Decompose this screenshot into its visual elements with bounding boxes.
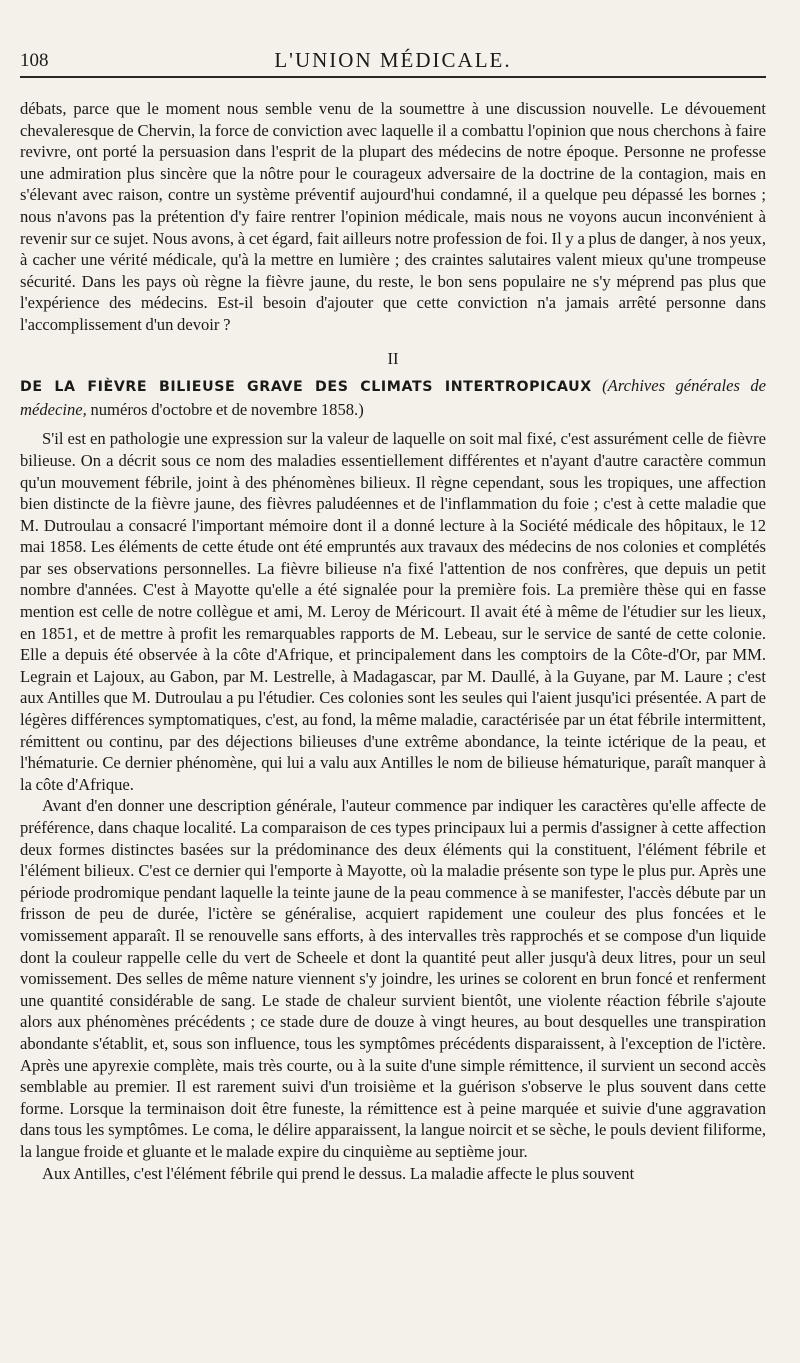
body-text (20, 98, 766, 1184)
paragraph-2: S'il est en pathologie une expression sur la valeur de laquelle on soit mal fixé, c'est assurément celle de fièvre bilieuse. On a décrit sous ce nom des maladies essentiellement différentes et n'ayant d'autre caractère commun qu'un mouvement fébrile, joint à des phénomènes bilieux. Il règne cependant, sous les tropiques, une affection bien distincte de la fièvre jaune, des fièvres paludéennes et de l'inflammation du foie ; c'est à cette maladie que M. Dutroulau a consacré l'important mémoire dont il a donné lecture à la Société médicale des hôpitaux, le 12 mai 1858. Les éléments de cette étude ont été empruntés aux travaux des médecins de nos colonies et complétés par ses observations personnelles. La fièvre bilieuse n'a fixé l'attention de nos confrères, que depuis un petit nombre d'années. C'est à Mayotte qu'elle a été signalée pour la première fois. La première thèse qui en fasse mention est celle de notre collègue et ami, M. Leroy de Méricourt. Il avait été à même de l'étudier sur les lieux, en 1851, et de mettre à profit les remarquables rapports de M. Lebeau, sur le service de santé de cette colonie. Elle a depuis été observée à la côte d'Afrique, et principalement dans les comptoirs de la Côte-d'Or, par MM. Legrain et Lajoux, au Gabon, par M. Lestrelle, à Madagascar, par M. Daullé, à la Guyane, par M. Laure ; c'est aux Antilles que M. Dutroulau a pu l'étudier. Ces colonies sont les seules qui l'aient jusqu'ici présentée. A part de légères différences symptomatiques, c'est, au fond, la même maladie, caractérisée par un état fébrile intermittent, rémittent ou continu, par des déjections bilieuses d'une extrême abondance, la teinte ictérique de la peau, et l'hématurie. Ce dernier phénomène, qui lui a valu aux Antilles le nom de bilieuse hématurique, paraît manquer à la côte d'Afrique. (20, 429, 766, 794)
section-number: II (387, 348, 399, 368)
section-heading-title: DE LA FIÈVRE BILIEUSE GRAVE DES CLIMATS INTERTROPICAUX (20, 379, 592, 396)
section-heading (20, 375, 766, 420)
paragraph-1: débats, parce que le moment nous semble venu de la soumettre à une discussion nouvelle. Le dévouement chevaleresque de Chervin, la force de conviction avec laquelle il a combattu l'opinion que nous cherchons à faire revivre, ont porté la persuasion dans l'esprit de la plupart des médecins de notre époque. Personne ne professe une admiration plus sincère que la nôtre pour le courageux adversaire de la doctrine de la contagion, mais en s'élevant avec raison, contre un système préventif aujourd'hui condamné, il a quelque peu dépassé les bornes ; nous n'avons pas la prétention d'y faire rentrer l'opinion médicale, mais nous ne voyons aucun inconvénient à revenir sur ce sujet. Nous avons, à cet égard, fait ailleurs notre profession de foi. Il y a plus de danger, à nos yeux, à cacher une vérité médicale, qu'à la mettre en lumière ; des craintes salutaires valent mieux qu'une trompeuse sécurité. Dans les pays où règne la fièvre jaune, du reste, le bon sens populaire ne s'y méprend pas plus que l'expérience des médecins. Est-il besoin d'ajouter que cette conviction n'a jamais arrêté personne dans l'accomplissement d'un devoir ? (20, 99, 766, 334)
page-number: 108 (20, 50, 49, 71)
running-title: L'UNION MÉDICALE. (274, 48, 512, 72)
header-rule (20, 76, 766, 78)
paragraph-4: Aux Antilles, c'est l'élément fébrile qui prend le dessus. La maladie affecte le plus souvent (42, 1163, 635, 1183)
page-header (20, 48, 766, 78)
section-heading-source: (Archives générales de médecine, (20, 376, 766, 419)
paragraph-3: Avant d'en donner une description générale, l'auteur commence par indiquer les caractères qu'elle affecte de préférence, dans chaque localité. La comparaison de ces types principaux lui a permis d'assigner à cette affection deux formes distinctes basées sur la prédominance des deux éléments qui la constituent, l'élément fébrile et l'élément bilieux. C'est ce dernier qui l'emporte à Mayotte, où la maladie présente son type le plus pur. Après une période prodromique pendant laquelle la teinte jaune de la peau commence à se manifester, l'accès débute par un frisson de peu de durée, l'ictère se généralise, acquiert rapidement une couleur des plus foncées et le vomissement apparaît. Il se renouvelle sans efforts, à des intervalles très rapprochés et se compose d'un liquide dont la couleur rappelle celle du vert de Scheele et dont la quantité peut aller jusqu'à deux litres, pour un seul vomissement. Des selles de même nature viennent s'y joindre, les urines se colorent en brun foncé et renferment une quantité considérable de sang. Le stade de chaleur survient bientôt, une violente réaction fébrile s'ajoute alors aux phénomènes précédents ; ce stade dure de douze à vingt heures, au bout desquelles une transpiration abondante s'établit, et, sous son influence, tous les symptômes précédents disparaissent, à l'exception de l'ictère. Après une apyrexie complète, mais très courte, ou à la suite d'une simple rémittence, il survient un second accès semblable au premier. Il est rarement suivi d'un troisième et la guérison s'observe le plus souvent dans cette forme. Lorsque la terminaison doit être funeste, la rémittence est à peine marquée et suivie d'une aggravation dans tous les symptômes. Le coma, le délire apparaissent, la langue noircit et se sèche, le pouls devient filiforme, la langue froide et gluante et le malade expire du cinquième au septième jour. (20, 796, 766, 1161)
section-heading-rest: numéros d'octobre et de novembre 1858.) (90, 399, 364, 419)
